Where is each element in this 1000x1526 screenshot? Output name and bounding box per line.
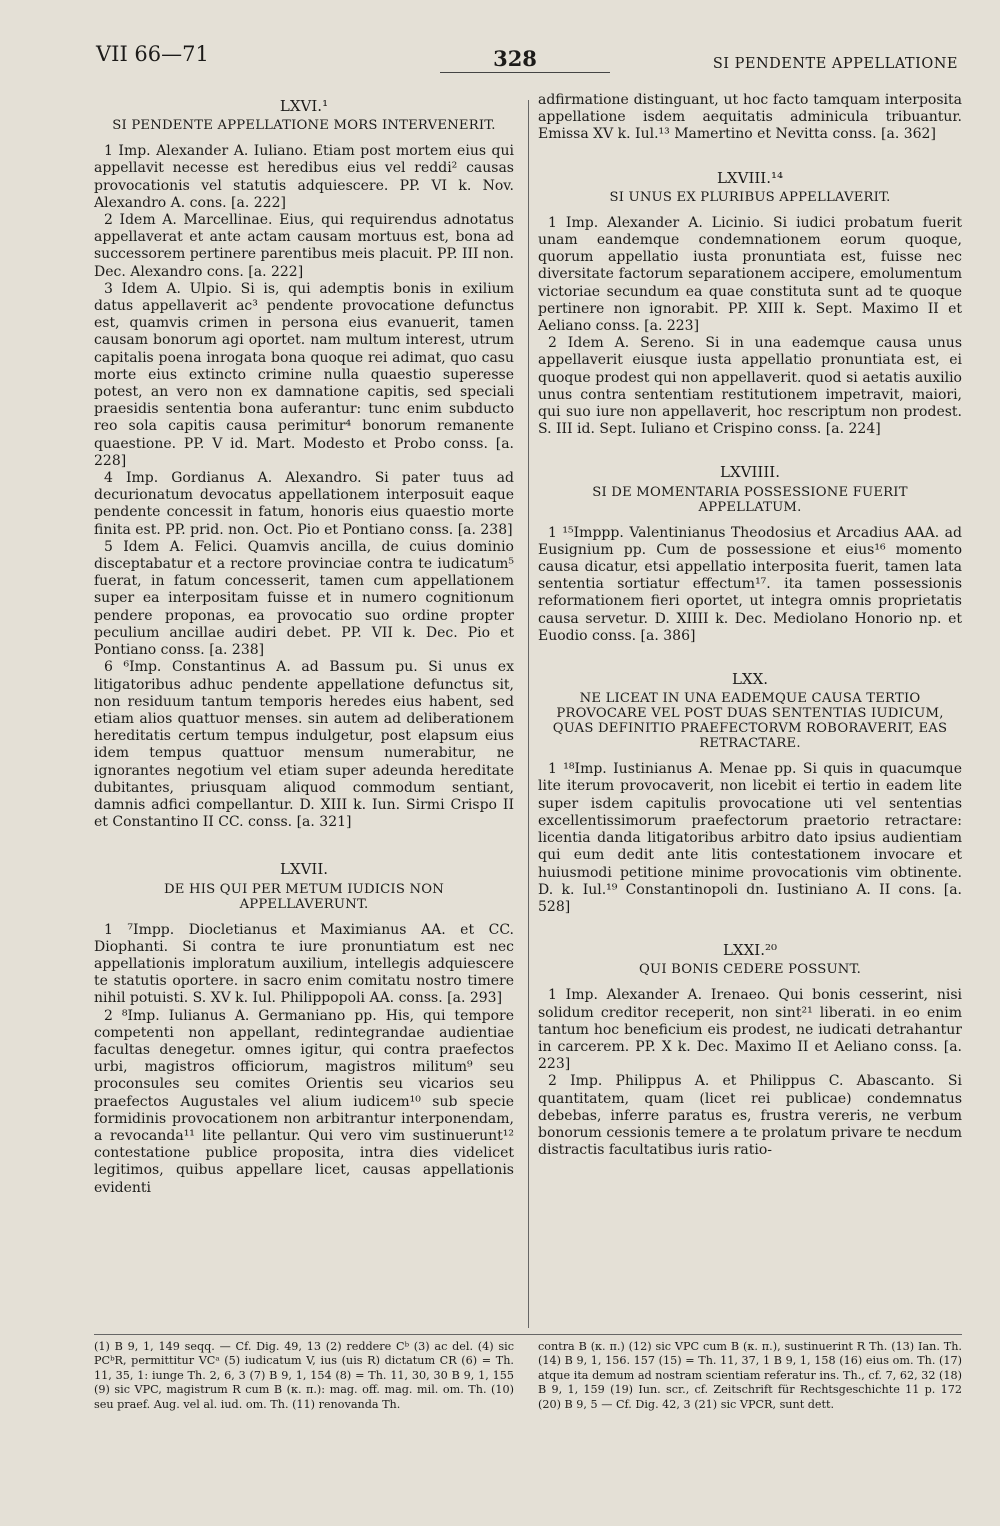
section-lxviiii [538,464,962,645]
law-paragraph: 1 ¹⁸Imp. Iustinianus A. Menae pp. Si quis in quacumque lite iterum provocaverit, non licebit ei tertio in eadem lite super isdem capitulis provocatione uti vel sententias excellentissimorum praefectorum praetorio retractare: licentia danda litigatoribus arbitro dato ipsius audientiam qui eum dedit ante litis contestationem invocare et huiusmodi petitione minime provocationis vim obtinente. D. k. Iul.¹⁹ Constantinopoli dn. Iustiniano A. II cons. [a. 528] [538,761,962,915]
section-heading: LXXI.²⁰ [722,941,778,960]
law-paragraph: 2 Idem A. Marcellinae. Eius, qui requirendus adnotatus appellaverat et ante actam causam mortuus est, bona ad successorem pertinere parentibus meis placuit. PP. III non. Dec. Alexandro cons. [a. 222] [94,212,514,280]
law-paragraph: 1 ¹⁵Imppp. Valentinianus Theodosius et Arcadius AAA. ad Eusignium pp. Cum de possessione et eius¹⁶ momento causa dicatur, etsi appellatio interposita fuerit, tamen lata sententia sortiatur effectum¹⁷. ita tamen possessionis reformationem fieri oportet, ut integra omnis proprietatis causa servetur. D. XIIII k. Dec. Mediolano Honorio np. et Euodio conss. [a. 386] [538,524,962,644]
section-lxx [538,671,962,916]
law-paragraph: 3 Idem A. Ulpio. Si is, qui ademptis bonis in exilium datus appellaverit ac³ pendente provocatione defunctus est, quamvis crimen in persona eius evanuerit, tamen causam bonorum agi oportet. nam multum interest, utrum capitalis poena inrogata bona quoque rei adimat, quo casu morte eius extincto crimine nulla quaestio superesse potest, an vero non ex damnatione capitis, sed speciali praesidis sententia bona auferantur: tunc enim subducto reo sola capitis causa perimitur⁴ bonorum remanente quaestione. PP. V id. Mart. Modesto et Probo conss. [a. 228] [94,280,514,469]
section-heading: LXVIIII. [720,463,780,482]
section-lxvi [94,98,514,831]
section-lxvii [94,861,514,1196]
footnotes-left: (1) B 9, 1, 149 seqq. — Cf. Dig. 49, 13 (2) reddere Cᵇ (3) ac del. (4) sic PCᵇR, permittitur VCᵃ (5) iudicatum V, ius (uis R) dictatum CR (6) = Th. 11, 35, 1: iunge Th. 2, 6, 3 (7) B 9, 1, 154 (8) = Th. 11, 30, 30 B 9, 1, 155 (9) sic VPC, magistrum R cum B (κ. π.): mag. off. mag. mil. om. Th. (10) seu praef. Aug. vel al. iud. om. Th. (11) renovanda Th. [94,1340,514,1411]
law-paragraph: 1 Imp. Alexander A. Licinio. Si iudici probatum fuerit unam eandemque condemnationem eorum quoque, quorum appellatio iusta pronuntiata est, fuisse nec diversitate factorum separationem accipere, emolumentum victoriae secundum ea quae constituta sunt ad te quoque pertinere non ignorabit. PP. XIII k. Sept. Maximo II et Aeliano conss. [a. 223] [538,214,962,335]
law-paragraph: 2 Idem A. Sereno. Si in una eademque causa unus appellaverit eiusque iusta appellatio pronuntiata est, ei quoque prodest qui non appellaverit. quod si aetatis auxilio unus contra sententiam restitutionem impetravit, maiori, qui suo iure non appellaverit, hoc rescriptum non prodest. S. III id. Sept. Iuliano et Crispino conss. [a. 224] [538,335,962,438]
law-paragraph: 1 Imp. Alexander A. Irenaeo. Qui bonis cesserint, nisi solidum creditor receperit, non sint²¹ liberati. in eo enim tantum hoc beneficium eis prodest, ne iudicati detrahantur in carcerem. PP. X k. Dec. Maximo II et Aeliano conss. [a. 223] [538,987,962,1073]
right-column [538,92,962,1159]
law-paragraph: 2 Imp. Philippus A. et Philippus C. Abascanto. Si quantitatem, quam (licet rei publicae) condemnatus debebas, inferre paratus es, frustra vereris, ne verbum bonorum cessionis temere a te prolatum privare te necdum distractis facultatibus iuris ratio- [538,1073,962,1159]
law-paragraph: 6 ⁶Imp. Constantinus A. ad Bassum pu. Si unus ex litigatoribus adhuc pendente appellatione defunctus sit, non residuum tantum temporis heredes eius habent, sed etiam alios quattuor menses. sin autem ad deliberationem hereditatis certum tempus indulgetur, post elapsum eius idem tempus quattuor mensum numerabitur, ne ignorantes negotium vel etiam super adeunda hereditate dubitantes, priusquam aliquod commodum sentiant, damnis adfici compellantur. D. XIII k. Iun. Sirmi Crispo II et Constantino II CC. conss. [a. 321] [94,659,514,831]
section-lxviii [538,170,962,439]
law-paragraph: 4 Imp. Gordianus A. Alexandro. Si pater tuus ad decurionatum devocatus appellationem interposuit eaque pendente concessit in fatum, honoris eius quaestio morte finita est. PP. prid. non. Oct. Pio et Pontiano conss. [a. 238] [94,470,514,538]
continued-paragraph: adfirmatione distinguant, ut hoc facto tamquam interposita appellatione isdem aequitatis adminicula tribuantur. Emissa XV k. Iul.¹³ Mamertino et Nevitta conss. [a. 362] [538,92,962,143]
section-heading: LXVIII.¹⁴ [716,168,784,187]
footnote-rule [94,1334,962,1335]
section-lxxi [538,942,962,1159]
column-divider [528,100,529,1328]
footnotes-right: contra B (κ. π.) (12) sic VPC cum B (κ. π.), sustinuerint R Th. (13) Ian. Th. (14) B 9, 1, 156. 157 (15) = Th. 11, 37, 1 B 9, 1, 158 (16) eius om. Th. (17) atque ita demum ad nostram scientiam referatur ins. Th., cf. 7, 62, 32 (18) B 9, 1, 159 (19) Iun. scr., cf. Zeitschrift für Rechtsgeschichte 11 p. 172 (20) B 9, 5 — Cf. Dig. 42, 3 (21) sic VPCR, sunt dett. [538,1340,962,1411]
section-title: SI DE MOMENTARIA POSSESSIONE FUERIT APPELLATUM. [592,484,908,515]
section-title: NE LICEAT IN UNA EADEMQUE CAUSA TERTIO PROVOCARE VEL POST DUAS SENTENTIAS IUDICUM, QUAS DEFINITIO PRAEFECTORVM ROBORAVERIT, EAS RETRACTARE. [552,691,948,752]
running-head-right: SI PENDENTE APPELLATIONE [712,56,958,72]
section-title: SI PENDENTE APPELLATIONE MORS INTERVENERIT. [112,118,496,134]
law-paragraph: 1 ⁷Impp. Diocletianus et Maximianus AA. et CC. Diophanti. Si contra te iure pronuntiatum est nec appellationis imploratum auxilium, intellegis adquiescere te statutis oportere. in sacro enim comitatu nostro timere nihil potuisti. S. XV k. Iul. Philippopoli AA. conss. [a. 293] [94,921,514,1007]
section-title: QUI BONIS CEDERE POSSUNT. [639,962,861,978]
section-heading: LXVII. [279,860,329,879]
section-title: SI UNUS EX PLURIBUS APPELLAVERIT. [609,189,891,205]
section-title: DE HIS QUI PER METUM IUDICIS NON APPELLAVERUNT. [164,881,444,912]
left-column [94,92,514,1197]
running-head-left: VII 66—71 [96,42,209,66]
page-number-rule [440,72,610,73]
law-paragraph: 5 Idem A. Felici. Quamvis ancilla, de cuius dominio disceptabatur et a rectore provinciae contra te iudicatum⁵ fuerat, in fatum concesserit, tamen cum appellationem super ea interpositam fuisse et in numero cognitionum pendere proponas, ea provocatio suo ordine propter peculium ancillae audiri debet. PP. VII k. Dec. Pio et Pontiano conss. [a. 238] [94,538,514,659]
section-heading: LXVI.¹ [279,97,329,115]
page-number: 328 [493,46,537,71]
law-paragraph: 1 Imp. Alexander A. Iuliano. Etiam post mortem eius qui appellavit necesse est heredibus eius vel reddi² causas provocationis vel statutis adquiescere. PP. VI k. Nov. Alexandro A. cons. [a. 222] [94,143,514,211]
law-paragraph: 2 ⁸Imp. Iulianus A. Germaniano pp. His, qui tempore competenti non appellant, redintegrandae audientiae facultas denegetur. omnes igitur, qui contra praefectos urbi, magistros officiorum, magistros militum⁹ seu proconsules seu comites Orientis seu vicarios seu praefectos Augustales vel alium iudicem¹⁰ sub specie formidinis provocationem non arbitrantur interponendam, a revocanda¹¹ lite pellantur. Qui vero vim sustinuerunt¹² contestatione publice proposita, intra dies videlicet legitimos, quibus appellare licet, causas appellationis evidenti [94,1007,514,1196]
section-heading: LXX. [731,670,769,689]
